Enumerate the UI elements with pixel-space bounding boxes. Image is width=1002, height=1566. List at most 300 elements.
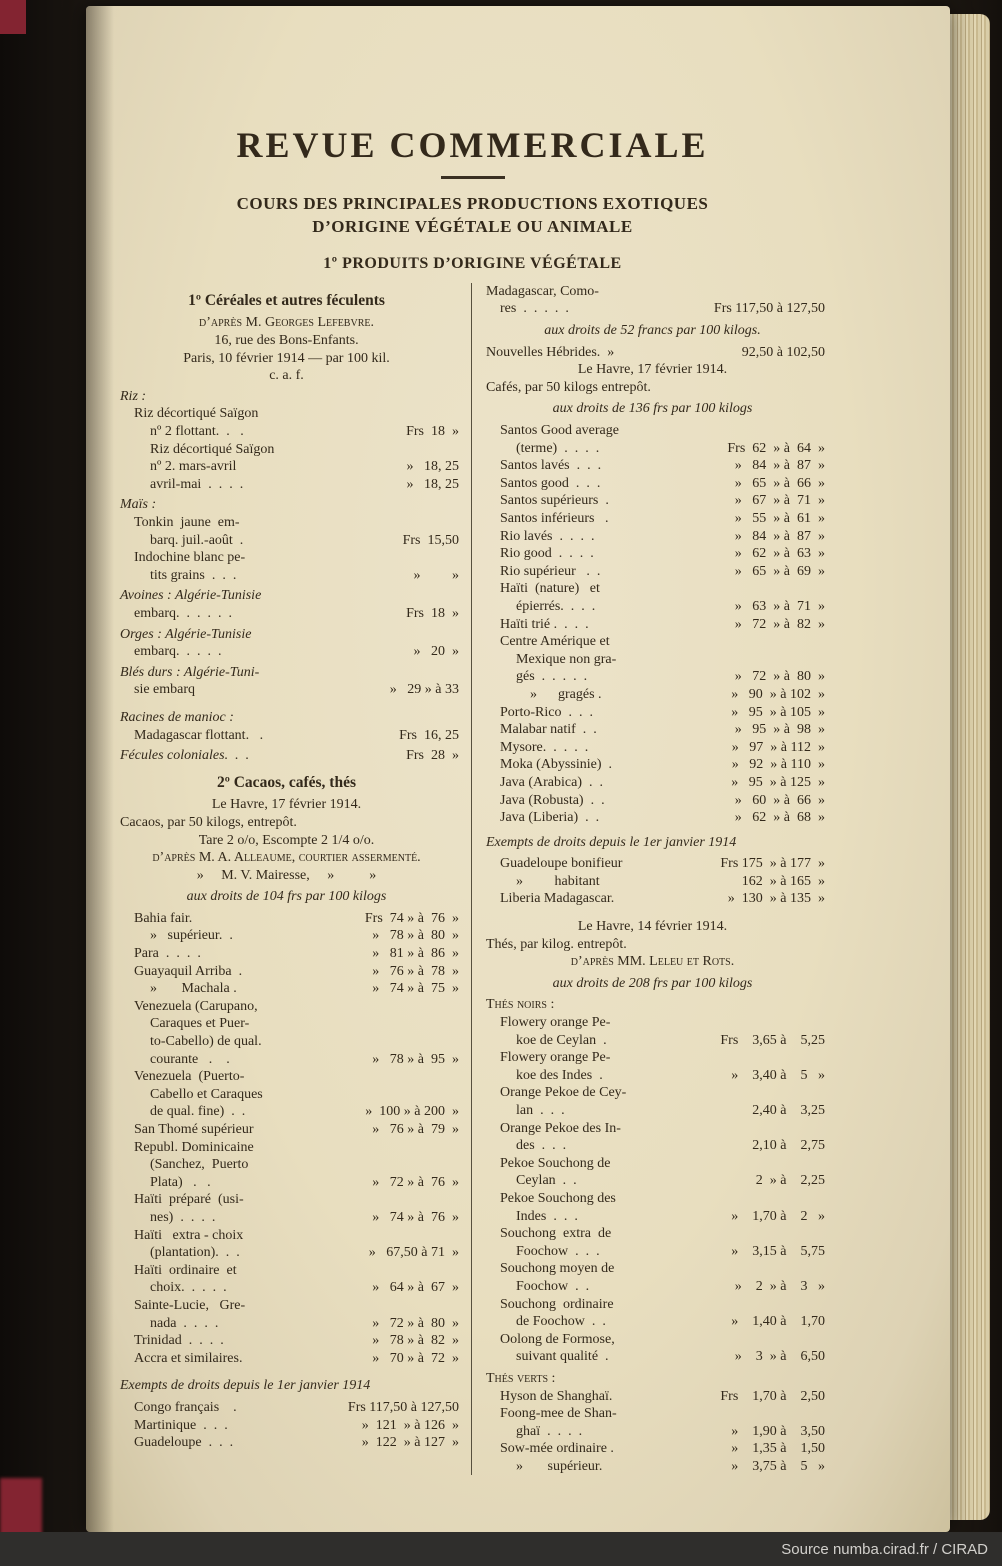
line-text: Le Havre, 17 février 1914. xyxy=(577,362,728,378)
text-line xyxy=(120,727,459,745)
line-text: Santos inférieurs . xyxy=(500,511,609,526)
line-price xyxy=(453,849,459,867)
line-price: » 3,40 à 5 » xyxy=(731,1067,825,1083)
line-price: 162 » à 165 » xyxy=(741,873,825,889)
text-line xyxy=(120,1086,459,1104)
text-line xyxy=(486,1348,825,1366)
text-line xyxy=(486,475,825,493)
line-price xyxy=(453,1377,459,1395)
line-text: Guadeloupe . . . xyxy=(134,1435,234,1451)
line-price xyxy=(453,549,459,567)
subtitle-line-2: D’ORIGINE VÉGÉTALE OU ANIMALE xyxy=(312,216,633,236)
line-text: aux droits de 52 francs par 100 kilogs. xyxy=(544,323,761,339)
line-price xyxy=(453,867,459,885)
line-price: » 1,70 à 2 » xyxy=(731,1208,825,1224)
text-line xyxy=(486,1190,825,1208)
line-price: » 78 » à 80 » xyxy=(372,928,459,944)
text-line xyxy=(120,681,459,699)
text-line xyxy=(486,580,825,598)
text-line xyxy=(486,953,825,971)
line-text: Foochow . . . xyxy=(516,1243,600,1259)
line-price xyxy=(453,888,459,906)
text-line xyxy=(486,1313,825,1331)
line-text: Ceylan . . xyxy=(516,1173,577,1189)
line-text: Haïti extra - choix xyxy=(134,1227,244,1243)
text-line xyxy=(486,510,825,528)
text-line xyxy=(486,361,825,379)
line-price xyxy=(453,1227,459,1245)
line-price xyxy=(819,1014,825,1032)
line-text: Cafés, par 50 kilogs entrepôt. xyxy=(486,379,651,395)
line-price xyxy=(819,1260,825,1278)
line-price: » 78 » à 95 » xyxy=(372,1051,459,1067)
line-price: » 95 » à 98 » xyxy=(734,722,825,738)
line-price: » 67,50 à 71 » xyxy=(368,1245,459,1261)
line-text: » supérieur. xyxy=(516,1458,603,1474)
line-text: Foong-mee de Shan- xyxy=(500,1406,617,1422)
line-price xyxy=(453,626,459,644)
line-text: Santos supérieurs . xyxy=(500,493,609,509)
line-text: Flowery orange Pe- xyxy=(500,1050,611,1066)
line-text: Madagascar flottant. . xyxy=(134,727,264,743)
line-text: Souchong ordinaire xyxy=(500,1296,614,1312)
line-price: » 122 » à 127 » xyxy=(361,1435,459,1451)
text-line xyxy=(120,1350,459,1368)
line-price xyxy=(819,1405,825,1423)
text-line xyxy=(120,1227,459,1245)
line-price xyxy=(819,1049,825,1067)
line-price: » 67 » à 71 » xyxy=(734,493,825,509)
line-price xyxy=(819,379,825,397)
line-price: » 100 » à 200 » xyxy=(365,1104,459,1120)
text-line xyxy=(120,567,459,585)
line-text: » habitant xyxy=(516,873,600,889)
line-price xyxy=(453,832,459,850)
line-text: Pekoe Souchong de xyxy=(500,1155,611,1171)
line-text: » supérieur. . xyxy=(150,928,233,944)
text-line xyxy=(120,476,459,494)
line-price: » 3,75 à 5 » xyxy=(731,1458,825,1474)
text-line xyxy=(486,996,825,1014)
line-price: » 18, 25 xyxy=(406,459,459,475)
line-price: » 76 » à 79 » xyxy=(372,1122,459,1137)
line-price xyxy=(819,422,825,440)
line-text: Santos Good average xyxy=(500,423,619,439)
line-price: » 72 » à 80 » xyxy=(734,669,825,685)
line-price: » 1,35 à 1,50 xyxy=(731,1441,825,1457)
text-line xyxy=(120,998,459,1016)
text-line xyxy=(486,457,825,475)
text-line xyxy=(486,492,825,510)
line-text: Malabar natif . . xyxy=(500,722,597,738)
text-line xyxy=(120,927,459,945)
line-text: Java (Robusta) . . xyxy=(500,792,605,808)
text-line xyxy=(120,1315,459,1333)
line-text: Thés verts : xyxy=(486,1370,556,1386)
line-text: nada . . . . xyxy=(150,1315,219,1331)
text-line xyxy=(486,1225,825,1243)
line-price: » 74 » à 76 » xyxy=(372,1209,459,1225)
line-price: » 63 » à 71 » xyxy=(734,598,825,614)
text-line xyxy=(120,1139,459,1157)
line-price xyxy=(453,350,459,368)
line-text: Java (Liberia) . . xyxy=(500,810,600,826)
line-text: Mysore. . . . . xyxy=(500,739,589,755)
text-line xyxy=(120,774,459,792)
line-text: aux droits de 208 frs par 100 kilogs xyxy=(552,975,753,991)
binding-shadow xyxy=(86,6,114,1532)
line-text: Plata) . . xyxy=(150,1174,211,1190)
line-text: épierrés. . . . xyxy=(516,598,596,614)
line-text: Nouvelles Hébrides. » xyxy=(486,344,615,360)
line-price: » 81 » à 86 » xyxy=(372,946,459,962)
text-line xyxy=(486,936,825,954)
text-line xyxy=(486,1331,825,1349)
line-price xyxy=(453,1156,459,1174)
line-text: Indes . . . xyxy=(516,1208,578,1224)
line-text: » gragés . xyxy=(530,686,602,702)
text-line xyxy=(486,704,825,722)
text-line xyxy=(486,873,825,891)
line-text: nº 2 flottant. . . xyxy=(150,424,244,440)
line-price: » 1,40 à 1,70 xyxy=(731,1314,825,1330)
line-text: res . . . . . xyxy=(500,301,569,317)
text-line xyxy=(486,809,825,827)
line-text: barq. juil.-août . xyxy=(150,532,244,548)
text-line xyxy=(120,423,459,441)
line-text: San Thomé supérieur xyxy=(134,1122,254,1137)
text-line xyxy=(120,747,459,765)
text-line xyxy=(120,1377,459,1395)
line-text: Rio good . . . . xyxy=(500,546,594,562)
text-line xyxy=(120,963,459,981)
line-text: Bahia fair. xyxy=(134,910,193,926)
line-price: Frs 62 » à 64 » xyxy=(727,440,825,456)
text-line xyxy=(486,379,825,397)
line-price xyxy=(819,1225,825,1243)
text-line xyxy=(120,1399,459,1417)
line-text: Riz : xyxy=(120,388,147,404)
line-price: 2,40 à 3,25 xyxy=(752,1103,825,1118)
text-line xyxy=(120,664,459,682)
line-price xyxy=(453,998,459,1016)
line-price xyxy=(453,292,459,310)
line-price xyxy=(453,1262,459,1280)
text-line xyxy=(120,350,459,368)
line-price: » 29 » à 33 xyxy=(389,682,459,698)
line-price xyxy=(453,664,459,682)
line-price: Frs 15,50 xyxy=(402,532,459,548)
line-price: Frs 117,50 à 127,50 xyxy=(347,1399,459,1415)
line-price xyxy=(819,580,825,598)
line-price: » 18, 25 xyxy=(406,476,459,492)
line-price xyxy=(453,1033,459,1051)
line-text: d’après M. A. Alleaume, courtier assermenté. xyxy=(152,850,421,866)
text-line xyxy=(120,1156,459,1174)
line-text: Centre Amérique et xyxy=(500,634,610,650)
text-line xyxy=(486,1102,825,1120)
text-line xyxy=(486,1067,825,1085)
line-text: c. a. f. xyxy=(269,368,304,384)
text-line xyxy=(486,1014,825,1032)
line-price xyxy=(453,1139,459,1157)
text-line xyxy=(486,975,825,993)
line-text: Orges : Algérie-Tunisie xyxy=(120,626,252,642)
line-price xyxy=(819,361,825,379)
line-price: » 65 » à 69 » xyxy=(734,563,825,579)
text-line xyxy=(120,496,459,514)
title-rule xyxy=(441,176,505,179)
line-text: Moka (Abyssinie) . xyxy=(500,757,612,773)
line-text: Oolong de Formose, xyxy=(500,1331,615,1347)
line-text: sie embarq xyxy=(134,682,196,698)
line-text: ghaï . . . . xyxy=(516,1423,583,1439)
line-text: Foochow . . xyxy=(516,1278,590,1294)
line-price xyxy=(819,400,825,418)
text-line xyxy=(120,910,459,928)
text-line xyxy=(486,440,825,458)
line-text: lan . . . xyxy=(516,1103,565,1118)
text-line xyxy=(486,1388,825,1406)
text-line xyxy=(120,1174,459,1192)
line-price xyxy=(819,996,825,1014)
text-line xyxy=(120,458,459,476)
text-line xyxy=(120,626,459,644)
text-line xyxy=(486,1405,825,1423)
line-price xyxy=(819,834,825,852)
line-text: embarq. . . . . . xyxy=(134,605,232,621)
line-text: de Foochow . . xyxy=(516,1314,606,1330)
text-line xyxy=(120,849,459,867)
text-line xyxy=(486,721,825,739)
text-line xyxy=(486,1172,825,1190)
line-text: Haïti (nature) et xyxy=(500,581,600,597)
line-price xyxy=(819,1120,825,1138)
line-text: Orange Pekoe des In- xyxy=(500,1120,621,1136)
line-text: Hyson de Shanghaï. xyxy=(500,1388,613,1404)
line-text: » M. V. Mairesse, » » xyxy=(196,867,377,883)
line-price: » 55 » à 61 » xyxy=(734,511,825,526)
line-price xyxy=(819,918,825,936)
text-line xyxy=(120,1244,459,1262)
text-line xyxy=(486,1208,825,1226)
line-text: (plantation). . . xyxy=(150,1245,240,1261)
text-line xyxy=(486,1049,825,1067)
line-text: Guayaquil Arriba . xyxy=(134,963,243,979)
text-line xyxy=(486,834,825,852)
text-line xyxy=(486,668,825,686)
line-text: koe de Ceylan . xyxy=(516,1032,607,1048)
text-line xyxy=(486,918,825,936)
line-text: Haïti préparé (usi- xyxy=(134,1192,244,1208)
line-text: aux droits de 136 frs par 100 kilogs xyxy=(552,401,753,417)
line-text: Madagascar, Como- xyxy=(486,283,599,299)
line-text: to-Cabello) de qual. xyxy=(150,1034,262,1050)
text-line xyxy=(120,1121,459,1139)
line-text: Rio supérieur . . xyxy=(500,563,601,579)
line-price: 92,50 à 102,50 xyxy=(741,344,825,360)
line-text: Republ. Dominicaine xyxy=(134,1139,254,1155)
line-text: de qual. fine) . . xyxy=(150,1104,246,1120)
line-text: Rio lavés . . . . xyxy=(500,528,595,544)
text-line xyxy=(486,1032,825,1050)
line-text: Fécules coloniales. . . xyxy=(120,748,250,764)
line-text: aux droits de 104 frs par 100 kilogs xyxy=(186,889,387,905)
line-text: Mexique non gra- xyxy=(516,651,617,667)
line-text: Guadeloupe bonifieur xyxy=(500,856,623,872)
text-line xyxy=(120,514,459,532)
line-price xyxy=(453,1086,459,1104)
text-line xyxy=(486,1370,825,1388)
line-price: » 130 » à 135 » xyxy=(727,891,825,907)
line-text: 1º Céréales et autres féculents xyxy=(188,291,385,309)
line-price: Frs 18 » xyxy=(406,605,459,621)
page-title: REVUE COMMERCIALE xyxy=(236,125,709,165)
text-line xyxy=(120,867,459,885)
line-price: » 64 » à 67 » xyxy=(372,1280,459,1296)
line-text: Venezuela (Carupano, xyxy=(134,998,258,1014)
line-text: d’après MM. Leleu et Rots. xyxy=(570,954,735,970)
line-text: Orange Pekoe de Cey- xyxy=(500,1085,627,1101)
text-line xyxy=(120,945,459,963)
line-price xyxy=(453,796,459,814)
line-text: Para . . . . xyxy=(134,946,201,962)
text-line xyxy=(486,322,825,340)
text-line xyxy=(120,1262,459,1280)
columns xyxy=(120,283,825,1476)
text-line xyxy=(120,388,459,406)
page-content xyxy=(120,124,825,1475)
line-price: Frs 74 » à 76 » xyxy=(364,910,459,926)
text-line xyxy=(486,528,825,546)
text-line xyxy=(120,587,459,605)
line-price xyxy=(453,332,459,350)
line-text: courante . . xyxy=(150,1051,230,1067)
line-price: » 62 » à 68 » xyxy=(734,810,825,826)
line-text: des . . . xyxy=(516,1138,567,1154)
line-price xyxy=(819,1084,825,1102)
line-text: Maïs : xyxy=(120,497,157,513)
line-text: nes) . . . . xyxy=(150,1209,216,1225)
line-text: koe des Indes . xyxy=(516,1067,603,1083)
line-price: » 121 » à 126 » xyxy=(361,1417,459,1433)
text-line xyxy=(486,1440,825,1458)
text-line xyxy=(486,344,825,362)
text-line xyxy=(120,292,459,310)
line-price: » 20 » xyxy=(413,644,459,660)
line-price xyxy=(453,1068,459,1086)
text-line xyxy=(120,532,459,550)
line-price xyxy=(819,953,825,971)
line-price xyxy=(453,709,459,727)
text-line xyxy=(120,314,459,332)
line-text: avril-mai . . . . xyxy=(150,476,244,492)
section-heading: 1º PRODUITS D’ORIGINE VÉGÉTALE xyxy=(323,254,622,272)
line-text: Java (Arabica) . . xyxy=(500,774,604,790)
line-price xyxy=(453,1191,459,1209)
line-text: Sainte-Lucie, Gre- xyxy=(134,1297,246,1313)
line-price xyxy=(453,514,459,532)
line-price: » 84 » à 87 » xyxy=(734,458,825,474)
line-text: Tonkin jaune em- xyxy=(134,515,240,530)
line-text: Trinidad . . . . xyxy=(134,1333,224,1349)
line-price: Frs 28 » xyxy=(406,748,459,764)
line-price: Frs 1,70 à 2,50 xyxy=(720,1388,825,1404)
text-line xyxy=(120,1033,459,1051)
line-price: Frs 175 » à 177 » xyxy=(720,856,825,872)
text-line xyxy=(486,1296,825,1314)
line-price: » 72 » à 82 » xyxy=(734,616,825,632)
line-price xyxy=(453,1015,459,1033)
text-line xyxy=(120,605,459,623)
text-line xyxy=(486,598,825,616)
subtitle-line-1: COURS DES PRINCIPALES PRODUCTIONS EXOTIQUES xyxy=(236,194,709,213)
text-line xyxy=(120,441,459,459)
text-line xyxy=(486,1084,825,1102)
line-price xyxy=(819,1296,825,1314)
line-price xyxy=(453,388,459,406)
text-line xyxy=(486,563,825,581)
line-text: Le Havre, 17 février 1914. xyxy=(211,797,362,813)
text-line xyxy=(120,1332,459,1350)
text-line xyxy=(120,1051,459,1069)
line-price: » 72 » à 76 » xyxy=(372,1174,459,1190)
line-price xyxy=(819,633,825,651)
line-price: » 95 » à 105 » xyxy=(731,704,825,720)
text-line xyxy=(486,1137,825,1155)
line-price: » 62 » à 63 » xyxy=(734,546,825,562)
text-line xyxy=(486,283,825,301)
text-line xyxy=(120,367,459,385)
line-price: » 92 » à 110 » xyxy=(731,757,825,773)
line-price xyxy=(819,936,825,954)
right-column xyxy=(471,283,825,1476)
scanned-page xyxy=(86,6,950,1532)
text-line xyxy=(120,549,459,567)
text-line xyxy=(486,400,825,418)
text-line xyxy=(120,1417,459,1435)
line-text: Thés noirs : xyxy=(486,997,555,1013)
line-price xyxy=(453,587,459,605)
left-column xyxy=(120,283,471,1476)
line-price: » 2 » à 3 » xyxy=(734,1278,825,1294)
line-price: » 84 » à 87 » xyxy=(734,528,825,544)
text-line xyxy=(120,814,459,832)
text-line xyxy=(486,1260,825,1278)
line-price xyxy=(819,1155,825,1173)
text-line xyxy=(486,616,825,634)
line-text: (Sanchez, Puerto xyxy=(150,1157,249,1173)
text-line xyxy=(486,855,825,873)
line-price xyxy=(453,496,459,514)
line-text: Riz décortiqué Saïgon xyxy=(150,441,275,457)
line-text: Pekoe Souchong des xyxy=(500,1190,616,1206)
text-line xyxy=(486,545,825,563)
line-price: 2 » à 2,25 xyxy=(755,1173,825,1189)
text-line xyxy=(486,686,825,704)
line-text: Riz décortiqué Saïgon xyxy=(134,406,259,422)
text-line xyxy=(486,422,825,440)
text-line xyxy=(120,1209,459,1227)
line-text: Congo français . xyxy=(134,1399,237,1415)
line-text: Blés durs : Algérie-Tuni- xyxy=(120,664,260,680)
line-text: nº 2. mars-avril xyxy=(150,459,237,475)
text-line xyxy=(120,643,459,661)
text-line xyxy=(486,774,825,792)
line-price xyxy=(819,1331,825,1349)
line-price xyxy=(819,1190,825,1208)
line-text: Cacaos, par 50 kilogs, entrepôt. xyxy=(120,814,297,830)
